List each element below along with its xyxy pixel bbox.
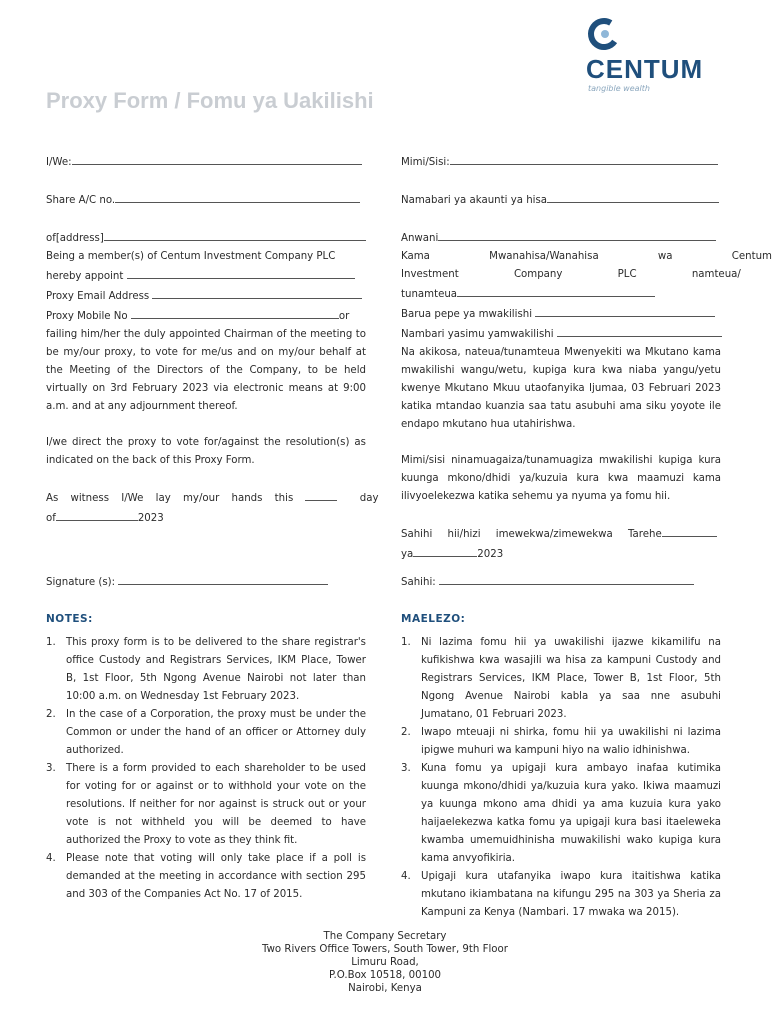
we-label: I/We: <box>46 157 72 168</box>
footer-line: The Company Secretary <box>323 931 447 942</box>
signature-field[interactable] <box>118 572 328 585</box>
akikosa-paragraph: Na akikosa, nateua/tunamteua Mwenyekiti wa Mkutano kama mwakilishi wangu/wetu, kupiga kura kwa niaba yangu/yetu kwenye Mkutano Mkuu utaofanyika Ijumaa, 03 Februari 2023 katika mtandao kuanzia saa tatu asubuhi ama siku yoyote ile endapo mkutano hua utahirishwa. <box>401 347 721 430</box>
footer-line: Two Rivers Office Towers, South Tower, 9th Floor <box>262 944 508 955</box>
maelezo-item: 3. Kuna fomu ya upigaji kura ambayo inafaa kutimika kuunga mkono/dhidi ya/kuzuia kura yako. Ikiwa maamuzi ya kuunga mkono ama dhidi ya ama kuzuia kura yako haijaelekezwa katka fomu ya upigaji kura basi itaeleweka kwamba umemuidhinisha muwakilishi wako kupiga kura kama anvyofikiria. <box>401 763 721 864</box>
anwani-label: Anwani <box>401 233 439 244</box>
kama-line: Kama Mwanahisa/Wanahisa wa Centum <box>401 251 772 262</box>
nambari-simu-label: Nambari yasimu yamwakilishi <box>401 329 554 340</box>
witness-year: 2023 <box>137 513 164 524</box>
sahihi-ya-label: ya <box>401 549 414 560</box>
footer-line: P.O.Box 10518, 00100 <box>328 970 442 981</box>
page-title: Proxy Form / Fomu ya Uakilishi <box>46 88 374 113</box>
maelezo-item: 1. Ni lazima fomu hii ya uwakilishi ijazwe kikamilifu na kufikishwa kwa wasajili wa hisa za kampuni Custody and Registrars Services, IKM Place, Tower B, 1st Floor, 5th Ngong Avenue Nairobi kabla ya saa nne asubuhi Jumatano, 01 Februari 2023. <box>401 637 721 720</box>
footer-line: Limuru Road, <box>351 957 419 968</box>
sahihi-month-field[interactable] <box>413 544 477 557</box>
barua-pepe-field[interactable] <box>535 304 715 317</box>
sahihi-text: Sahihi hii/hizi imewekwa/zimewekwa Tarehe <box>401 529 662 540</box>
proxy-mobile-field[interactable] <box>131 306 339 319</box>
company-secretary-address <box>0 930 770 995</box>
or-text: or <box>338 311 350 322</box>
note-item: 2. In the case of a Corporation, the proxy must be under the Common or under the hand of an officer or Attorney duly authorized. <box>46 709 366 756</box>
english-signature <box>46 572 366 592</box>
we-field[interactable] <box>72 152 362 165</box>
proxy-mobile-label: Proxy Mobile No <box>46 311 128 322</box>
anwani-field[interactable] <box>438 228 716 241</box>
mimi-paragraph: Mimi/sisi ninamuagaiza/tunamuagiza mwakilishi kupiga kura kuunga mkono/dhidi ya/kuzuia kura kwa maamuzi kama ilivyoelekezwa katika sehemu ya nyuma ya fomu hii. <box>401 455 721 502</box>
sahihi-year: 2023 <box>477 549 504 560</box>
brand-name: CENTUM <box>586 54 704 84</box>
witness-day-label: day <box>359 493 379 504</box>
witness-month-field[interactable] <box>56 508 138 521</box>
share-account-field[interactable] <box>115 190 360 203</box>
centum-logo <box>586 14 726 94</box>
nambari-simu-field[interactable] <box>557 324 722 337</box>
signature-label: Signature (s): <box>46 577 116 588</box>
footer-line: Nairobi, Kenya <box>348 983 422 994</box>
investment-line: Investment Company PLC namteua/ <box>401 269 741 280</box>
namabari-field[interactable] <box>547 190 719 203</box>
tarehe-field[interactable] <box>662 524 717 537</box>
direct-paragraph: I/we direct the proxy to vote for/against the resolution(s) as indicated on the back of this Proxy Form. <box>46 437 366 466</box>
address-label: of[address] <box>46 233 104 244</box>
proxy-email-label: Proxy Email Address <box>46 291 150 302</box>
brand-tagline: tangible wealth <box>588 84 650 93</box>
swahili-notes <box>401 610 721 922</box>
sahihi-label: Sahihi: <box>401 577 436 588</box>
sahihi-field[interactable] <box>439 572 694 585</box>
failing-paragraph: failing him/her the duly appointed Chairman of the meeting to be my/our proxy, to vote for me/us and on my/our behalf at the Meeting of the Directors of the Company, to be held virtually on 3rd February 2023 via electronic means at 9:00 a.m. and at any adjournment thereof. <box>46 329 366 412</box>
proxy-email-field[interactable] <box>152 286 362 299</box>
namabari-label: Namabari ya akaunti ya hisa <box>401 195 548 206</box>
address-field[interactable] <box>104 228 366 241</box>
witness-day-field[interactable] <box>305 488 337 501</box>
barua-pepe-label: Barua pepe ya mwakilishi <box>401 309 533 320</box>
tunamteua-label: tunamteua <box>401 289 458 300</box>
mimi-field[interactable] <box>450 152 718 165</box>
maelezo-item: 4. Upigaji kura utafanyika iwapo kura itaitishwa katika mkutano ikiambatana na kifungu 295 na 303 ya Sheria za Kampuni za Kenya (Nambari. 17 mwaka wa 2015). <box>401 871 721 918</box>
witness-text: As witness I/We lay my/our hands this <box>46 493 294 504</box>
witness-of-label: of <box>46 513 56 524</box>
appoint-field[interactable] <box>127 266 355 279</box>
swahili-signature <box>401 572 721 592</box>
english-notes <box>46 610 366 904</box>
notes-title: NOTES: <box>46 613 93 625</box>
note-item: 4. Please note that voting will only take place if a poll is demanded at the meeting in accordance with section 295 and 303 of the Companies Act No. 17 of 2015. <box>46 853 366 900</box>
swahili-form-section <box>401 152 772 564</box>
note-item: 1. This proxy form is to be delivered to the share registrar's office Custody and Registrars Services, IKM Place, Tower B, 1st Floor, 5th Ngong Avenue Nairobi not later than 10:00 a.m. on Wednesday 1st February 2023. <box>46 637 366 702</box>
mimi-label: Mimi/Sisi: <box>401 157 450 168</box>
tunamteua-field[interactable] <box>457 284 655 297</box>
maelezo-item: 2. Iwapo mteuaji ni shirka, fomu hii ya uwakilishi ni lazima ipigwe muhuri wa kampuni hiyo na walio idhinishwa. <box>401 727 721 756</box>
english-form-section <box>46 152 379 528</box>
member-line: Being a member(s) of Centum Investment Company PLC <box>46 251 336 262</box>
maelezo-title: MAELEZO: <box>401 613 466 625</box>
share-account-label: Share A/C no. <box>46 195 116 206</box>
centum-logo-icon <box>586 14 622 50</box>
note-item: 3. There is a form provided to each shareholder to be used for voting for or against or to withhold your vote on the resolutions. If neither for nor against is struck out or your vote is not withheld you will be deemed to have authorized the Proxy to vote as they think fit. <box>46 763 366 846</box>
appoint-label: hereby appoint <box>46 271 124 282</box>
